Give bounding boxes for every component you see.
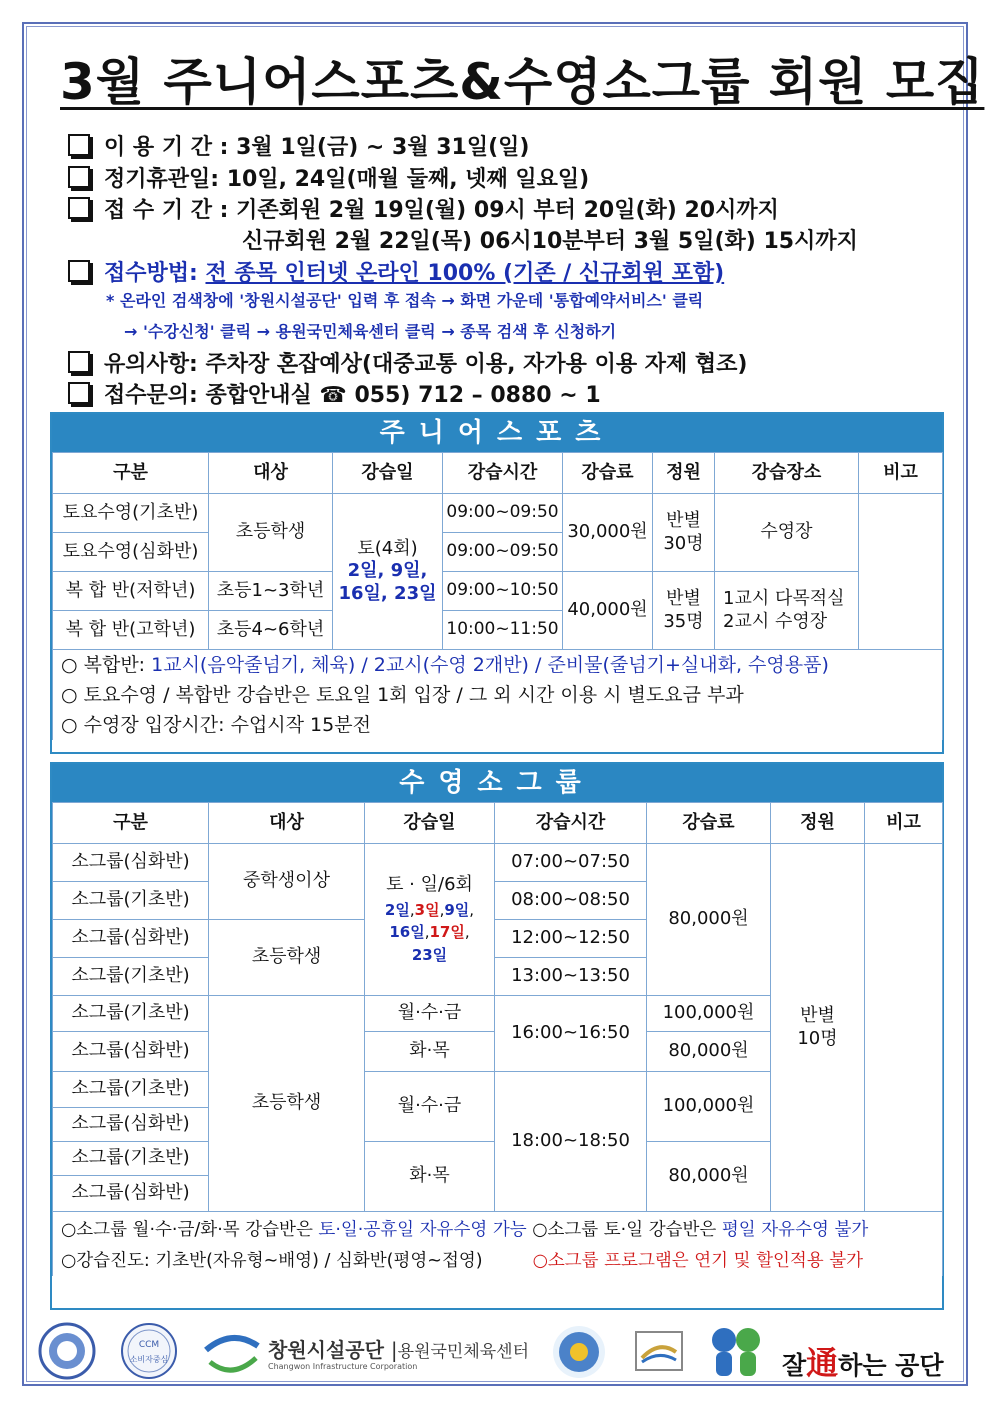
remarks (865, 844, 943, 1212)
swim-note-2: ○강습진도: 기초반(자유형~배영) / 심화반(평영~접영) ○소그룹 프로그램은 연기 및 할인적용 불가 (61, 1250, 864, 1271)
org-name: 창원시설공단 |용원국민체육센터 (268, 1338, 530, 1362)
mascot-characters-icon (706, 1322, 766, 1382)
footer-logos (30, 1320, 960, 1386)
class-days: 토 · 일/6회 2일,3일,9일, 16일,17일, 23일 (365, 844, 495, 996)
place: 1교시 다목적실 2교시 수영장 (715, 572, 859, 650)
info-contact: 접수문의: 종합안내실 ☎ 055) 712 – 0880 ~ 1 (68, 378, 948, 409)
target: 초등4~6학년 (209, 611, 333, 650)
slogan: 잘通하는 공단 (782, 1344, 944, 1382)
target: 초등학생 (209, 920, 365, 996)
target: 초등학생 (209, 494, 333, 572)
info-method: 접수방법: 전 종목 인터넷 온라인 100% (기존 / 신규회원 포함) (68, 256, 948, 287)
checkbox-icon (68, 134, 90, 156)
class-time: 08:00~08:50 (495, 882, 647, 920)
class-time: 07:00~07:50 (495, 844, 647, 882)
junior-note-3: ○ 수영장 입장시간: 수업시작 15분전 (61, 713, 371, 736)
clean-world-badge-icon (550, 1322, 608, 1382)
junior-note-1: ○ 복합반: 1교시(음악줄넘기, 체육) / 2교시(수영 2개반) / 준비물(줄넘기+실내화, 수영용품) (61, 654, 829, 676)
class-time: 16:00~16:50 (495, 996, 647, 1072)
col-header: 구분 (53, 453, 209, 494)
class-name: 소그룹(기초반) (53, 882, 209, 920)
class-name: 토요수영(심화반) (53, 533, 209, 572)
capacity: 반별 10명 (771, 844, 865, 1212)
class-time: 09:00~10:50 (443, 572, 563, 611)
info-registration-new: 신규회원 2월 22일(목) 06시10분부터 3월 5일(화) 15시까지 (242, 229, 858, 254)
col-header: 대상 (209, 453, 333, 494)
class-name: 소그룹(심화반) (53, 1176, 209, 1212)
fee: 100,000원 (647, 996, 771, 1032)
ccm-label: 소비자중심 (129, 1355, 169, 1364)
svg-text:CCM: CCM (138, 1340, 160, 1350)
fee: 80,000원 (647, 1032, 771, 1072)
checkbox-icon (68, 351, 90, 373)
class-time: 12:00~12:50 (495, 920, 647, 958)
class-days: 화·목 (365, 1032, 495, 1072)
info-caution: 유의사항: 주차장 혼잡예상(대중교통 이용, 자가용 이용 자제 협조) (68, 347, 948, 378)
capacity: 반별 30명 (653, 494, 715, 572)
class-days: 월·수·금 (365, 996, 495, 1032)
class-name: 소그룹(기초반) (53, 1072, 209, 1108)
swim-group-heading: 수영소그룹 (52, 764, 942, 802)
col-header: 강습료 (563, 453, 653, 494)
col-header: 구분 (53, 803, 209, 844)
info-closed: 정기휴관일: 10일, 24일(매월 둘째, 넷째 일요일) (68, 162, 948, 193)
fee: 30,000원 (563, 494, 653, 572)
class-name: 소그룹(심화반) (53, 920, 209, 958)
class-name: 소그룹(기초반) (53, 1142, 209, 1176)
class-time: 18:00~18:50 (495, 1072, 647, 1212)
info-period: 이 용 기 간 : 3월 1일(금) ~ 3월 31일(일) (68, 130, 948, 161)
class-name: 토요수영(기초반) (53, 494, 209, 533)
junior-note-2: ○ 토요수영 / 복합반 강습반은 토요일 1회 입장 / 그 외 시간 이용 시 별도요금 부과 (61, 683, 744, 706)
col-header: 비고 (859, 453, 943, 494)
checkbox-icon (68, 260, 90, 282)
class-time: 09:00~09:50 (443, 494, 563, 533)
class-time: 10:00~11:50 (443, 611, 563, 650)
class-days: 토(4회) 2일, 9일, 16일, 23일 (333, 494, 443, 650)
method-note-2: → '수강신청' 클릭 → 용원국민체육센터 클릭 → 종목 검색 후 신청하기 (124, 322, 617, 341)
ccm-seal-icon (120, 1322, 178, 1380)
col-header: 정원 (771, 803, 865, 844)
target: 초등1~3학년 (209, 572, 333, 611)
class-name: 소그룹(기초반) (53, 996, 209, 1032)
class-name: 소그룹(심화반) (53, 1032, 209, 1072)
junior-sports-table (52, 452, 943, 740)
junior-notes (53, 650, 943, 741)
remarks (859, 494, 943, 650)
class-time: 13:00~13:50 (495, 958, 647, 996)
target: 초등학생 (209, 996, 365, 1212)
col-header: 비고 (865, 803, 943, 844)
swim-group-table (52, 802, 943, 1276)
method-note-1: * 온라인 검색창에 '창원시설공단' 입력 후 접속 → 화면 가운데 '통합예약서비스' 클릭 (106, 291, 704, 310)
junior-sports-section (50, 412, 944, 754)
class-name: 소그룹(심화반) (53, 844, 209, 882)
swim-group-section (50, 762, 944, 1310)
col-header: 강습시간 (443, 453, 563, 494)
junior-sports-heading: 주니어스포츠 (52, 414, 942, 452)
class-name: 소그룹(심화반) (53, 1108, 209, 1142)
col-header: 정원 (653, 453, 715, 494)
col-header: 강습일 (333, 453, 443, 494)
class-name: 소그룹(기초반) (53, 958, 209, 996)
class-days: 화·목 (365, 1142, 495, 1212)
fee: 80,000원 (647, 1142, 771, 1212)
org-name-en: Changwon Infrastructure Corporation (268, 1362, 418, 1371)
info-registration: 접 수 기 간 : 기존회원 2월 19일(월) 09시 부터 20일(화) 20시까지 (68, 193, 948, 224)
certificate-mark-icon (634, 1330, 684, 1372)
certification-seal-icon (38, 1322, 96, 1380)
class-time: 09:00~09:50 (443, 533, 563, 572)
swim-notes (53, 1212, 943, 1276)
page-title: 3월 주니어스포츠&수영소그룹 회원 모집 (60, 53, 985, 111)
changwon-swoosh-icon (202, 1328, 262, 1378)
swim-note-1: ○소그룹 월·수·금/화·목 강습반은 토·일·공휴일 자유수영 가능 ○소그룹 토·일 강습반은 평일 자유수영 불가 (61, 1220, 869, 1240)
checkbox-icon (68, 166, 90, 188)
fee: 80,000원 (647, 844, 771, 996)
col-header: 강습장소 (715, 453, 859, 494)
class-days: 월·수·금 (365, 1072, 495, 1142)
class-name: 복 합 반(저학년) (53, 572, 209, 611)
target: 중학생이상 (209, 844, 365, 920)
place: 수영장 (715, 494, 859, 572)
checkbox-icon (68, 197, 90, 219)
checkbox-icon (68, 382, 90, 404)
col-header: 강습일 (365, 803, 495, 844)
capacity: 반별 35명 (653, 572, 715, 650)
fee: 40,000원 (563, 572, 653, 650)
col-header: 강습료 (647, 803, 771, 844)
col-header: 대상 (209, 803, 365, 844)
class-name: 복 합 반(고학년) (53, 611, 209, 650)
col-header: 강습시간 (495, 803, 647, 844)
fee: 100,000원 (647, 1072, 771, 1142)
